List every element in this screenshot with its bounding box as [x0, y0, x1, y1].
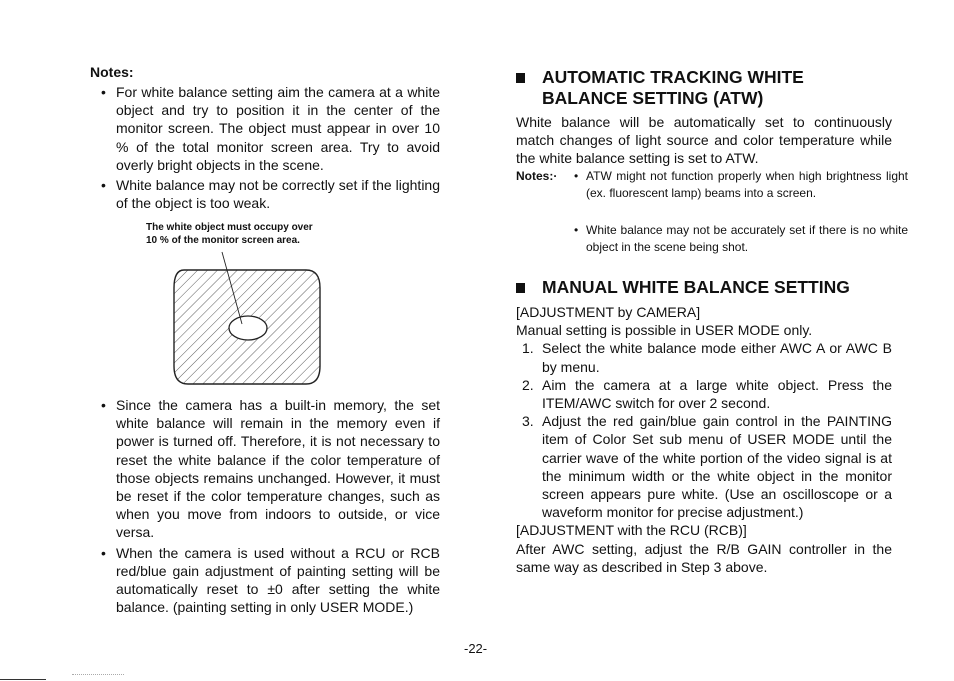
step-text: Select the white balance mode either AWC A or AWC B by menu.: [542, 340, 892, 375]
notes-list-bottom: [90, 396, 440, 616]
manual-section: [516, 303, 892, 576]
note-text: When the camera is used without a RCU or RCB red/blue gain adjustment of painting setting will be automatically reset to ±0 after setting the white balance. (painting setting in only USER MODE.): [116, 544, 440, 616]
adjustment-rcu-label: [ADJUSTMENT with the RCU (RCB)]: [516, 522, 747, 539]
list-item: [90, 83, 440, 174]
step-item: [516, 412, 892, 521]
step-item: [516, 339, 892, 375]
step-text: Aim the camera at a large white object. Press the ITEM/AWC switch for over 2 second.: [542, 376, 892, 412]
manual-after-text: After AWC setting, adjust the R/B GAIN controller in the same way as described in Step 3 above.: [516, 540, 892, 575]
bullet-icon: •: [101, 84, 106, 100]
section-square-icon: [516, 283, 525, 293]
step-number: 2.: [522, 376, 534, 393]
page-number: -22-: [464, 641, 488, 656]
atw-heading-line: BALANCE SETTING (ATW): [542, 88, 764, 108]
step-number: 1.: [522, 340, 534, 357]
atw-heading: [516, 67, 892, 109]
bullet-icon: •: [101, 397, 106, 413]
atw-note-text: White balance may not be accurately set if there is no white object in the scene being shot.: [586, 223, 908, 254]
figure-caption: [146, 222, 366, 247]
bottom-rule: [0, 679, 46, 680]
figure-caption-line: 10 % of the monitor screen area.: [146, 234, 300, 246]
note-text: Since the camera has a built-in memory, the set white balance will remain in the memory even if power is turned off. Therefore, it is not necessary to reset the white balance if the color temperature of those objects remains unchanged. However, it must be reset if the color temperature changes, such as when you move from indoors to outside, or vice versa.: [116, 397, 440, 541]
section-square-icon: [516, 73, 525, 83]
manual-intro: Manual setting is possible in USER MODE only.: [516, 322, 813, 339]
note-text: For white balance setting aim the camera at a white object and try to position it in the center of the monitor screen. The object must appear in over 10 % of the total monitor screen area. Try to avoid overly bright objects in the scene.: [116, 84, 440, 173]
list-item: [570, 168, 908, 202]
white-object: [229, 316, 267, 340]
manual-heading-text: MANUAL WHITE BALANCE SETTING: [542, 277, 850, 297]
adjustment-camera-label: [ADJUSTMENT by CAMERA]: [516, 304, 701, 320]
list-item: [90, 396, 440, 542]
step-item: [516, 376, 892, 412]
atw-body: White balance will be automatically set to continuously match changes of light source and color temperature while the white balance setting is set to ATW.: [516, 114, 892, 167]
monitor-screen-figure: [170, 248, 330, 388]
bullet-icon: •: [574, 169, 579, 183]
bullet-icon: •: [101, 177, 106, 194]
bullet-icon: •: [101, 544, 106, 561]
list-item: [90, 544, 440, 617]
list-item: [570, 222, 908, 256]
notes-list-top: [90, 83, 440, 212]
atw-notes-label: Notes:·: [516, 169, 558, 183]
step-number: 3.: [522, 413, 534, 430]
scan-mark: [72, 674, 124, 675]
step-text: Adjust the red gain/blue gain control in the PAINTING item of Color Set sub menu of USER MODE until the carrier wave of the white portion of the video signal is at the minimum width or the white object in the monitor screen appears pure white. (Use an oscilloscope or a waveform monitor for precise adjustment.): [542, 413, 892, 521]
list-item: [90, 176, 440, 212]
atw-heading-line: AUTOMATIC TRACKING WHITE: [542, 67, 804, 87]
bullet-icon: •: [574, 223, 579, 237]
manual-steps: [516, 339, 892, 521]
atw-note-text: ATW might not function properly when high brightness light (ex. fluorescent lamp) beams into a screen.: [586, 169, 908, 200]
note-text: White balance may not be correctly set if the lighting of the object is too weak.: [116, 177, 440, 212]
figure-caption-line: The white object must occupy over: [146, 222, 313, 233]
notes-title: Notes:: [90, 64, 134, 80]
manual-heading: [516, 277, 892, 298]
